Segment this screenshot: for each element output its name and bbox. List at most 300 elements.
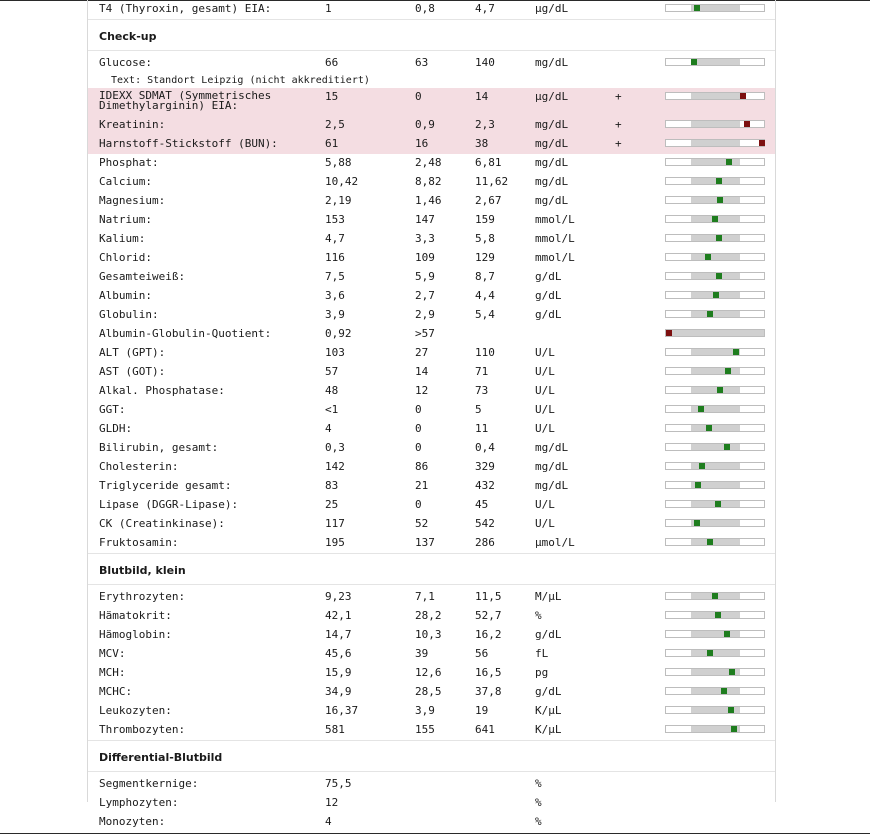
result-value: 4	[325, 422, 332, 435]
unit: U/L	[535, 403, 555, 416]
range-gauge	[665, 139, 765, 147]
range-gauge	[665, 329, 765, 337]
reference-high: 5	[475, 403, 482, 416]
flag-indicator: +	[615, 118, 622, 131]
result-marker	[715, 612, 721, 618]
result-value: 15,9	[325, 666, 352, 679]
reference-low: 3,3	[415, 232, 435, 245]
result-marker	[666, 330, 672, 336]
reference-low: >57	[415, 327, 435, 340]
range-gauge	[665, 519, 765, 527]
result-row[interactable]	[88, 534, 775, 553]
unit: mg/dL	[535, 479, 569, 492]
reference-low: 27	[415, 346, 429, 359]
result-marker	[759, 140, 765, 146]
unit: mmol/L	[535, 213, 575, 226]
result-marker	[713, 292, 719, 298]
reference-low: 12,6	[415, 666, 442, 679]
result-value: 45,6	[325, 647, 352, 660]
unit: U/L	[535, 384, 555, 397]
test-name: Kalium:	[99, 232, 146, 245]
result-marker	[728, 707, 734, 713]
result-value: <1	[325, 403, 339, 416]
reference-band	[691, 93, 740, 99]
unit: U/L	[535, 517, 555, 530]
reference-high: 2,67	[475, 194, 502, 207]
reference-band	[691, 444, 740, 450]
result-row[interactable]	[88, 496, 775, 515]
range-gauge	[665, 177, 765, 185]
test-name: CK (Creatinkinase):	[99, 517, 225, 530]
reference-low: 155	[415, 723, 435, 736]
unit: mg/dL	[535, 175, 569, 188]
test-name: Natrium:	[99, 213, 152, 226]
result-marker	[707, 311, 713, 317]
result-row[interactable]	[88, 626, 775, 645]
result-marker	[716, 235, 722, 241]
reference-low: 0	[415, 403, 422, 416]
range-gauge	[665, 234, 765, 242]
reference-band	[691, 368, 740, 374]
result-row[interactable]	[88, 192, 775, 211]
result-value: 0,3	[325, 441, 345, 454]
test-name: IDEXX SDMAT (Symmetrisches Dimethylarginin) EIA:	[99, 89, 272, 112]
result-row[interactable]	[88, 401, 775, 420]
test-name: Bilirubin, gesamt:	[99, 441, 219, 454]
result-row[interactable]	[88, 683, 775, 702]
range-gauge	[665, 462, 765, 470]
reference-high: 16,2	[475, 628, 502, 641]
reference-low: 0,9	[415, 118, 435, 131]
result-row[interactable]	[88, 382, 775, 401]
range-gauge	[665, 215, 765, 223]
result-value: 2,5	[325, 118, 345, 131]
test-name: AST (GOT):	[99, 365, 166, 378]
range-gauge	[665, 481, 765, 489]
reference-low: 63	[415, 56, 429, 69]
reference-high: 4,7	[475, 2, 495, 15]
result-value: 61	[325, 137, 339, 150]
result-marker	[691, 59, 697, 65]
result-row[interactable]	[88, 135, 775, 154]
result-value: 9,23	[325, 590, 352, 603]
reference-high: 11,5	[475, 590, 502, 603]
unit: K/µL	[535, 704, 562, 717]
range-gauge	[665, 687, 765, 695]
range-gauge	[665, 158, 765, 166]
reference-high: 37,8	[475, 685, 502, 698]
reference-low: 10,3	[415, 628, 442, 641]
test-name: MCV:	[99, 647, 126, 660]
reference-low: 2,48	[415, 156, 442, 169]
result-value: 3,9	[325, 308, 345, 321]
result-marker	[695, 482, 701, 488]
result-marker	[721, 688, 727, 694]
unit: µg/dL	[535, 2, 569, 15]
result-row[interactable]	[88, 439, 775, 458]
reference-low: 14	[415, 365, 429, 378]
reference-high: 56	[475, 647, 489, 660]
range-gauge	[665, 196, 765, 204]
result-value: 5,88	[325, 156, 352, 169]
range-gauge	[665, 367, 765, 375]
result-value: 3,6	[325, 289, 345, 302]
range-gauge	[665, 443, 765, 451]
reference-high: 6,81	[475, 156, 502, 169]
test-name: Alkal. Phosphatase:	[99, 384, 225, 397]
result-marker	[726, 159, 732, 165]
test-name: Harnstoff-Stickstoff (BUN):	[99, 137, 278, 150]
unit: U/L	[535, 422, 555, 435]
range-gauge	[665, 611, 765, 619]
result-value: 195	[325, 536, 345, 549]
reference-low: 86	[415, 460, 429, 473]
result-value: 34,9	[325, 685, 352, 698]
result-value: 4,7	[325, 232, 345, 245]
result-row[interactable]	[88, 588, 775, 607]
result-marker	[706, 425, 712, 431]
reference-high: 71	[475, 365, 489, 378]
test-name: Hämatokrit:	[99, 609, 172, 622]
unit: pg	[535, 666, 549, 679]
result-value: 83	[325, 479, 339, 492]
reference-band	[691, 539, 740, 545]
test-name: GLDH:	[99, 422, 133, 435]
test-name: Albumin-Globulin-Quotient:	[99, 327, 272, 340]
reference-high: 52,7	[475, 609, 502, 622]
reference-high: 159	[475, 213, 495, 226]
reference-low: 2,9	[415, 308, 435, 321]
result-row[interactable]	[88, 173, 775, 192]
reference-low: 16	[415, 137, 429, 150]
test-name: Gesamteiweiß:	[99, 270, 186, 283]
test-name: Lipase (DGGR-Lipase):	[99, 498, 239, 511]
test-name: Hämoglobin:	[99, 628, 172, 641]
flag-indicator: +	[615, 137, 622, 150]
reference-low: 7,1	[415, 590, 435, 603]
test-name: Lymphozyten:	[99, 796, 179, 809]
reference-high: 129	[475, 251, 495, 264]
result-value: 75,5	[325, 777, 352, 790]
result-row[interactable]	[88, 721, 775, 740]
result-row[interactable]	[88, 211, 775, 230]
result-row[interactable]	[88, 775, 775, 794]
result-marker	[724, 631, 730, 637]
result-value: 142	[325, 460, 345, 473]
result-row[interactable]	[88, 664, 775, 683]
result-row[interactable]	[88, 306, 775, 325]
reference-band	[691, 463, 740, 469]
unit: mg/dL	[535, 441, 569, 454]
range-gauge	[665, 58, 765, 66]
reference-high: 5,4	[475, 308, 495, 321]
result-row[interactable]	[88, 54, 775, 73]
row-note	[88, 73, 775, 88]
test-name: Kreatinin:	[99, 118, 166, 131]
test-name: MCHC:	[99, 685, 133, 698]
unit: µg/dL	[535, 90, 569, 103]
reference-high: 2,3	[475, 118, 495, 131]
unit: %	[535, 609, 542, 622]
section-header	[88, 19, 775, 51]
result-row[interactable]	[88, 794, 775, 813]
test-name: ALT (GPT):	[99, 346, 166, 359]
reference-band	[691, 197, 740, 203]
unit: mg/dL	[535, 194, 569, 207]
reference-high: 641	[475, 723, 495, 736]
unit: µmol/L	[535, 536, 575, 549]
reference-high: 11,62	[475, 175, 509, 188]
result-marker	[694, 5, 700, 11]
reference-high: 110	[475, 346, 495, 359]
unit: g/dL	[535, 289, 562, 302]
test-name: Leukozyten:	[99, 704, 172, 717]
test-name: Glucose:	[99, 56, 152, 69]
result-row[interactable]	[88, 477, 775, 496]
range-gauge	[665, 4, 765, 12]
range-gauge	[665, 120, 765, 128]
unit: U/L	[535, 346, 555, 359]
test-name: Magnesium:	[99, 194, 166, 207]
reference-high: 140	[475, 56, 495, 69]
section-title: Blutbild, klein	[99, 564, 186, 577]
reference-low: 0,8	[415, 2, 435, 15]
result-row[interactable]	[88, 88, 775, 116]
result-value: 4	[325, 815, 332, 828]
unit: K/µL	[535, 723, 562, 736]
unit: mg/dL	[535, 56, 569, 69]
unit: %	[535, 815, 542, 828]
result-marker	[740, 93, 746, 99]
reference-low: 5,9	[415, 270, 435, 283]
result-value: 48	[325, 384, 339, 397]
result-row[interactable]	[88, 702, 775, 721]
result-marker	[712, 216, 718, 222]
result-value: 7,5	[325, 270, 345, 283]
section-header	[88, 553, 775, 585]
result-value: 2,19	[325, 194, 352, 207]
unit: mg/dL	[535, 137, 569, 150]
result-row[interactable]	[88, 154, 775, 173]
bottom-divider	[0, 833, 870, 834]
result-row[interactable]	[88, 249, 775, 268]
range-gauge	[665, 592, 765, 600]
reference-high: 329	[475, 460, 495, 473]
range-gauge	[665, 649, 765, 657]
result-row[interactable]	[88, 515, 775, 534]
unit: %	[535, 777, 542, 790]
result-marker	[715, 501, 721, 507]
unit: fL	[535, 647, 549, 660]
reference-low: 52	[415, 517, 429, 530]
reference-band	[666, 330, 764, 336]
unit: mg/dL	[535, 118, 569, 131]
test-name: Monozyten:	[99, 815, 166, 828]
result-row[interactable]	[88, 813, 775, 832]
result-row[interactable]	[88, 344, 775, 363]
result-value: 0,92	[325, 327, 352, 340]
result-marker	[725, 368, 731, 374]
reference-band	[691, 254, 740, 260]
unit: mmol/L	[535, 232, 575, 245]
reference-low: 137	[415, 536, 435, 549]
unit: mmol/L	[535, 251, 575, 264]
reference-low: 28,5	[415, 685, 442, 698]
range-gauge	[665, 92, 765, 100]
reference-low: 3,9	[415, 704, 435, 717]
result-row[interactable]	[88, 645, 775, 664]
unit: g/dL	[535, 628, 562, 641]
result-marker	[698, 406, 704, 412]
result-marker	[729, 669, 735, 675]
result-row[interactable]	[88, 230, 775, 249]
result-value: 15	[325, 90, 339, 103]
reference-high: 11	[475, 422, 489, 435]
unit: g/dL	[535, 270, 562, 283]
range-gauge	[665, 348, 765, 356]
range-gauge	[665, 725, 765, 733]
result-value: 12	[325, 796, 339, 809]
reference-high: 432	[475, 479, 495, 492]
test-name: Cholesterin:	[99, 460, 179, 473]
reference-low: 0	[415, 422, 422, 435]
range-gauge	[665, 272, 765, 280]
reference-band	[691, 631, 740, 637]
result-marker	[716, 178, 722, 184]
reference-high: 4,4	[475, 289, 495, 302]
unit: %	[535, 796, 542, 809]
result-value: 16,37	[325, 704, 359, 717]
test-name: Albumin:	[99, 289, 152, 302]
range-gauge	[665, 405, 765, 413]
range-gauge	[665, 291, 765, 299]
result-marker	[694, 520, 700, 526]
result-value: 116	[325, 251, 345, 264]
result-value: 42,1	[325, 609, 352, 622]
range-gauge	[665, 386, 765, 394]
reference-low: 0	[415, 498, 422, 511]
unit: mg/dL	[535, 156, 569, 169]
range-gauge	[665, 630, 765, 638]
result-row[interactable]	[88, 116, 775, 135]
test-name: GGT:	[99, 403, 126, 416]
reference-band	[691, 311, 740, 317]
reference-band	[691, 140, 740, 146]
lab-results-table[interactable]	[87, 0, 776, 828]
unit: g/dL	[535, 685, 562, 698]
reference-high: 45	[475, 498, 489, 511]
reference-high: 19	[475, 704, 489, 717]
result-row[interactable]	[88, 458, 775, 477]
reference-band	[691, 650, 740, 656]
test-name: Thrombozyten:	[99, 723, 186, 736]
result-value: 14,7	[325, 628, 352, 641]
section-header	[88, 740, 775, 772]
result-marker	[717, 197, 723, 203]
result-value: 10,42	[325, 175, 359, 188]
reference-low: 28,2	[415, 609, 442, 622]
unit: U/L	[535, 498, 555, 511]
reference-band	[691, 688, 740, 694]
reference-low: 0	[415, 441, 422, 454]
reference-low: 21	[415, 479, 429, 492]
unit: U/L	[535, 365, 555, 378]
unit: g/dL	[535, 308, 562, 321]
result-marker	[717, 387, 723, 393]
reference-band	[691, 159, 740, 165]
range-gauge	[665, 424, 765, 432]
reference-high: 542	[475, 517, 495, 530]
test-name: MCH:	[99, 666, 126, 679]
result-marker	[724, 444, 730, 450]
reference-low: 8,82	[415, 175, 442, 188]
result-marker	[699, 463, 705, 469]
reference-low: 12	[415, 384, 429, 397]
result-row[interactable]	[88, 268, 775, 287]
reference-high: 16,5	[475, 666, 502, 679]
reference-low: 0	[415, 90, 422, 103]
section-title: Differential-Blutbild	[99, 751, 223, 764]
test-name: Segmentkernige:	[99, 777, 199, 790]
result-marker	[707, 539, 713, 545]
note-text: Text: Standort Leipzig (nicht akkreditiert)	[111, 75, 370, 86]
reference-high: 8,7	[475, 270, 495, 283]
result-row[interactable]	[88, 0, 775, 19]
result-marker	[716, 273, 722, 279]
flag-indicator: +	[615, 90, 622, 103]
section-title: Check-up	[99, 30, 157, 43]
range-gauge	[665, 668, 765, 676]
reference-low: 1,46	[415, 194, 442, 207]
result-row[interactable]	[88, 325, 775, 344]
reference-low: 2,7	[415, 289, 435, 302]
reference-band	[691, 425, 740, 431]
test-name: T4 (Thyroxin, gesamt) EIA:	[99, 2, 272, 15]
range-gauge	[665, 253, 765, 261]
reference-high: 14	[475, 90, 489, 103]
reference-high: 0,4	[475, 441, 495, 454]
reference-band	[691, 59, 740, 65]
test-name: Erythrozyten:	[99, 590, 186, 603]
result-value: 66	[325, 56, 339, 69]
result-row[interactable]	[88, 607, 775, 626]
reference-low: 147	[415, 213, 435, 226]
result-marker	[733, 349, 739, 355]
reference-high: 38	[475, 137, 489, 150]
unit: M/µL	[535, 590, 562, 603]
range-gauge	[665, 706, 765, 714]
test-name: Globulin:	[99, 308, 159, 321]
reference-high: 5,8	[475, 232, 495, 245]
result-row[interactable]	[88, 287, 775, 306]
result-value: 581	[325, 723, 345, 736]
result-value: 1	[325, 2, 332, 15]
result-value: 25	[325, 498, 339, 511]
reference-band	[691, 387, 740, 393]
result-value: 57	[325, 365, 339, 378]
test-name: Phosphat:	[99, 156, 159, 169]
result-row[interactable]	[88, 363, 775, 382]
result-value: 153	[325, 213, 345, 226]
test-name: Chlorid:	[99, 251, 152, 264]
result-value: 103	[325, 346, 345, 359]
test-name: Calcium:	[99, 175, 152, 188]
result-row[interactable]	[88, 420, 775, 439]
result-marker	[731, 726, 737, 732]
result-marker	[705, 254, 711, 260]
reference-high: 73	[475, 384, 489, 397]
reference-low: 109	[415, 251, 435, 264]
